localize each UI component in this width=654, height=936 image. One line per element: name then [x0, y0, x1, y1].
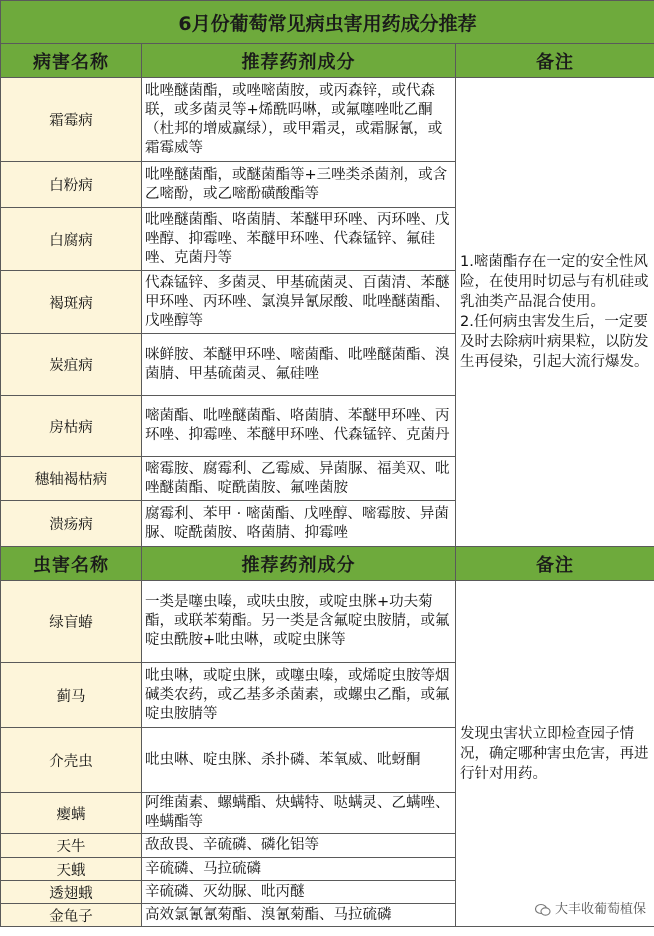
- pest-name: 介壳虫: [1, 728, 142, 793]
- pest-drug: 吡虫啉，或啶虫脒，或噻虫嗪，或烯啶虫胺等烟碱类农药，或乙基多杀菌素，或螺虫乙酯，或氟啶虫胺腈等: [142, 663, 456, 728]
- disease-drug: 吡唑醚菌酯，或唑嘧菌胺，或丙森锌，或代森联，或多菌灵等+烯酰吗啉，或氟噻唑吡乙酮（杜邦的增威赢绿），或甲霜灵，或霜脲氰，或霜霉威等: [142, 78, 456, 162]
- pest-drug: 吡虫啉、啶虫脒、杀扑磷、苯氧威、吡蚜酮: [142, 728, 456, 793]
- disease-name: 炭疽病: [1, 334, 142, 396]
- disease-note-line: 1.嘧菌酯存在一定的安全性风险，在使用时切忌与有机硅或乳油类产品混合使用。: [460, 254, 649, 310]
- disease-name: 白粉病: [1, 162, 142, 208]
- pest-name-header: 虫害名称: [1, 547, 142, 581]
- disease-drug: 嘧菌酯、吡唑醚菌酯、咯菌腈、苯醚甲环唑、丙环唑、抑霉唑、苯醚甲环唑、代森锰锌、克菌丹: [142, 396, 456, 457]
- disease-header-row: [1, 44, 654, 78]
- disease-drug: 咪鲜胺、苯醚甲环唑、嘧菌酯、吡唑醚菌酯、溴菌腈、甲基硫菌灵、氟硅唑: [142, 334, 456, 396]
- pest-name: 金龟子: [1, 904, 142, 927]
- table-row: [1, 78, 654, 162]
- disease-name: 溃疡病: [1, 501, 142, 547]
- wechat-icon: [535, 903, 551, 917]
- disease-name-header: 病害名称: [1, 44, 142, 78]
- pest-name: 天牛: [1, 834, 142, 858]
- pest-drug-header: 推荐药剂成分: [142, 547, 456, 581]
- disease-drug: 吡唑醚菌酯、咯菌腈、苯醚甲环唑、丙环唑、戊唑醇、抑霉唑、苯醚甲环唑、代森锰锌、氟硅唑、克菌丹等: [142, 208, 456, 271]
- disease-name: 穗轴褐枯病: [1, 457, 142, 501]
- pest-header-row: [1, 547, 654, 581]
- disease-drug: 代森锰锌、多菌灵、甲基硫菌灵、百菌清、苯醚甲环唑、丙环唑、氯溴异氰尿酸、吡唑醚菌酯、戊唑醇等: [142, 271, 456, 334]
- pest-note: [456, 581, 654, 927]
- pest-name: 透翅蛾: [1, 881, 142, 904]
- disease-note: [456, 78, 654, 547]
- disease-note-header: 备注: [456, 44, 654, 78]
- pest-drug: 敌敌畏、辛硫磷、磷化铝等: [142, 834, 456, 858]
- pest-note-text: 发现虫害状立即检查园子情况，确定哪种害虫危害，再进行针对用药。: [460, 725, 649, 782]
- disease-note-line: 2.任何病虫害发生后，一定要及时去除病叶病果粒，以防发生再侵染，引起大流行爆发。: [460, 314, 649, 370]
- disease-name: 房枯病: [1, 396, 142, 457]
- pest-drug: 辛硫磷、马拉硫磷: [142, 858, 456, 881]
- pest-drug: 高效氯氰氰菊酯、溴氰菊酯、马拉硫磷: [142, 904, 456, 927]
- pest-drug: 一类是噻虫嗪，或呋虫胺，或啶虫脒+功夫菊酯，或联苯菊酯。另一类是含氟啶虫胺腈，或氟啶虫酰胺+吡虫啉，或啶虫脒等: [142, 581, 456, 663]
- pest-drug: 阿维菌素、螺螨酯、炔螨特、哒螨灵、乙螨唑、唑螨酯等: [142, 793, 456, 834]
- disease-drug: 嘧霉胺、腐霉利、乙霉威、异菌脲、福美双、吡唑醚菌酯、啶酰菌胺、氟唑菌胺: [142, 457, 456, 501]
- table-row: [1, 581, 654, 663]
- pest-note-header: 备注: [456, 547, 654, 581]
- disease-name: 褐斑病: [1, 271, 142, 334]
- disease-drug: 腐霉利、苯甲 · 嘧菌酯、戊唑醇、嘧霉胺、异菌脲、啶酰菌胺、咯菌腈、抑霉唑: [142, 501, 456, 547]
- disease-drug: 吡唑醚菌酯，或醚菌酯等+三唑类杀菌剂，或含乙嘧酚，或乙嘧酚磺酸酯等: [142, 162, 456, 208]
- disease-name: 霜霉病: [1, 78, 142, 162]
- watermark: [535, 900, 646, 920]
- disease-drug-header: 推荐药剂成分: [142, 44, 456, 78]
- pest-name: 绿盲蝽: [1, 581, 142, 663]
- pest-drug: 辛硫磷、灭幼脲、吡丙醚: [142, 881, 456, 904]
- watermark-text: 大丰收葡萄植保: [555, 902, 647, 917]
- pest-name: 瘿螨: [1, 793, 142, 834]
- pest-name: 蓟马: [1, 663, 142, 728]
- pest-name: 天蛾: [1, 858, 142, 881]
- disease-name: 白腐病: [1, 208, 142, 271]
- table-title: 6月份葡萄常见病虫害用药成分推荐: [1, 1, 654, 44]
